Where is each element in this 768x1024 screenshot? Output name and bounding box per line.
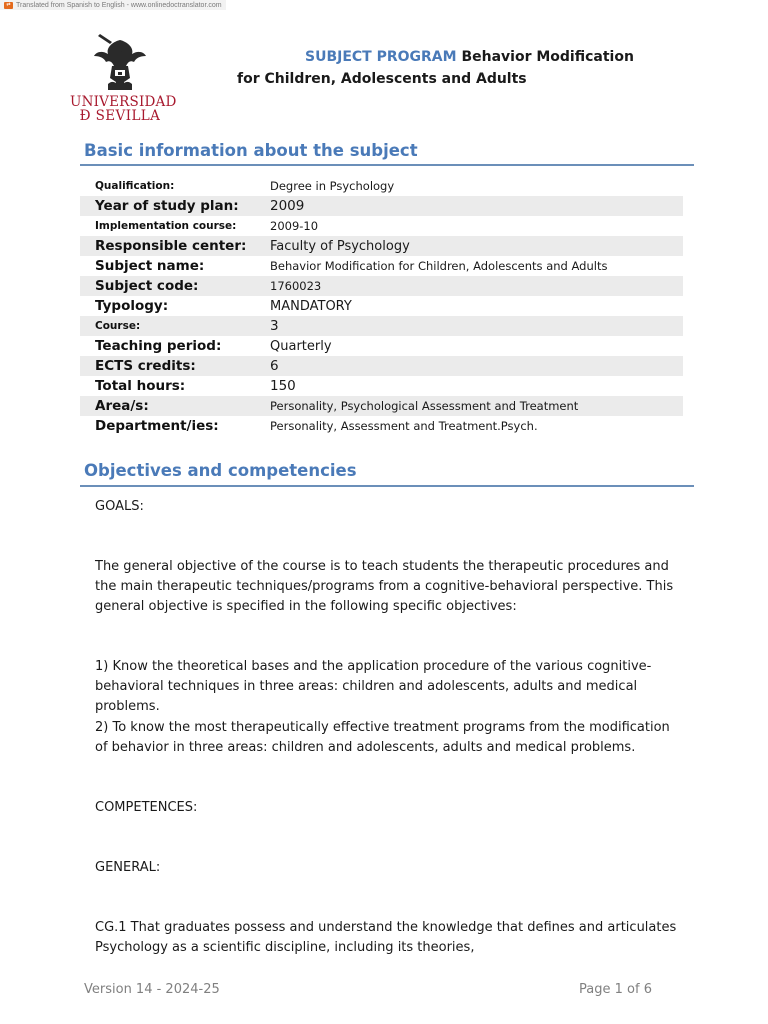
translator-icon: ⇄	[4, 2, 13, 9]
info-value: Degree in Psychology	[270, 179, 395, 193]
info-row-subject-code	[80, 276, 683, 296]
info-value: 1760023	[270, 279, 322, 293]
info-label: Subject code:	[95, 278, 199, 294]
logo-line-1: UNIVERSIDAD	[70, 94, 177, 110]
info-value: 150	[270, 378, 296, 394]
info-row-implementation	[80, 216, 683, 236]
competence-cg1: CG.1 That graduates possess and understand the knowledge that defines and articulates Psychology as a scientific discipline, including its theories,	[95, 920, 677, 955]
info-label: ECTS credits:	[95, 358, 196, 374]
info-value: Quarterly	[270, 338, 332, 354]
section-heading-basic-info: Basic information about the subject	[84, 141, 418, 160]
info-row-qualification	[80, 176, 683, 196]
logo-line-2: Ð SEVILLA	[79, 108, 161, 124]
info-value: Personality, Assessment and Treatment.Psych.	[270, 419, 538, 433]
info-label: Typology:	[95, 298, 169, 314]
goals-heading: GOALS:	[95, 499, 144, 514]
info-row-course	[80, 316, 683, 336]
competences-heading: COMPETENCES:	[95, 800, 198, 815]
title-line-2: for Children, Adolescents and Adults	[237, 71, 527, 87]
info-label: Implementation course:	[95, 220, 237, 232]
info-row-teaching-period	[80, 336, 683, 356]
section-divider	[80, 485, 694, 487]
info-row-ects	[80, 356, 683, 376]
info-value: 2009	[270, 198, 305, 214]
info-label: Year of study plan:	[95, 198, 239, 214]
title-prefix: SUBJECT PROGRAM	[305, 49, 457, 65]
info-label: Subject name:	[95, 258, 205, 274]
info-value: Personality, Psychological Assessment and Treatment	[270, 399, 579, 413]
footer-version: Version 14 - 2024-25	[84, 982, 220, 997]
subject-info-table	[80, 176, 683, 436]
info-row-year	[80, 196, 683, 216]
info-label: Teaching period:	[95, 338, 222, 354]
info-label: Course:	[95, 320, 141, 332]
general-objective-paragraph: The general objective of the course is to teach students the therapeutic procedures and the main therapeutic techniques/programs from a cognitive-behavioral perspective. This general objective is specified in the following specific objectives:	[95, 559, 674, 614]
info-value: Faculty of Psychology	[270, 238, 410, 254]
section-divider	[80, 164, 694, 166]
university-logo	[70, 30, 177, 124]
title-line-1: Behavior Modification	[461, 49, 634, 65]
objective-1: 1) Know the theoretical bases and the application procedure of the various cognitive-behavioral techniques in three areas: children and adolescents, adults and medical problems.	[95, 659, 652, 714]
info-label: Department/ies:	[95, 418, 219, 434]
footer-page-number: Page 1 of 6	[579, 982, 652, 997]
info-row-subject-name	[80, 256, 683, 276]
info-value: MANDATORY	[270, 298, 352, 314]
info-label: Total hours:	[95, 378, 186, 394]
info-value: Behavior Modification for Children, Adolescents and Adults	[270, 259, 608, 273]
info-value: 3	[270, 318, 279, 334]
banner-text: Translated from Spanish to English - www.onlinedoctranslator.com	[16, 1, 222, 9]
document-title	[200, 46, 670, 90]
university-seal-icon	[82, 30, 158, 92]
info-row-department	[80, 416, 683, 436]
info-row-total-hours	[80, 376, 683, 396]
info-value: 2009-10	[270, 219, 319, 233]
section-heading-objectives: Objectives and competencies	[84, 461, 357, 480]
translation-banner[interactable]	[0, 0, 226, 10]
objective-2: 2) To know the most therapeutically effective treatment programs from the modification of behavior in three areas: children and adolescents, adults and medical problems.	[95, 720, 670, 755]
info-row-typology	[80, 296, 683, 316]
info-value: 6	[270, 358, 279, 374]
info-row-area	[80, 396, 683, 416]
info-label: Qualification:	[95, 180, 175, 192]
info-label: Responsible center:	[95, 238, 247, 254]
general-heading: GENERAL:	[95, 860, 161, 875]
info-row-center	[80, 236, 683, 256]
info-label: Area/s:	[95, 398, 149, 414]
